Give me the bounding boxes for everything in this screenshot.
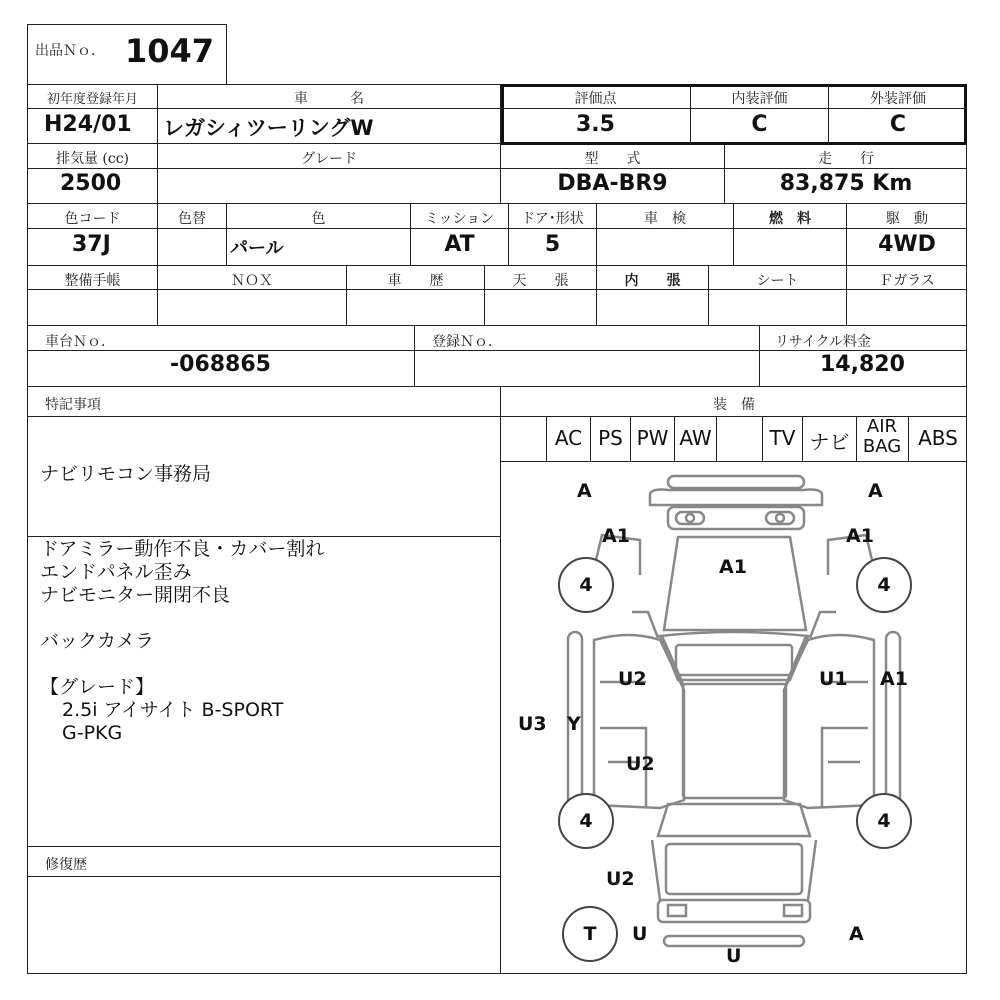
mission-value: AT	[444, 232, 475, 257]
mileage-label: 走 行	[818, 151, 874, 167]
model-value: DBA-BR9	[557, 171, 668, 196]
fuel-label: 燃 料	[769, 211, 811, 227]
interior-label: 内装評価	[731, 91, 788, 107]
interior-trim-label: 内 張	[624, 273, 681, 289]
spare-tire: T	[562, 906, 618, 962]
exterior-label: 外装評価	[870, 91, 926, 107]
mark-front-right: A	[868, 480, 883, 502]
lot-number: 1047	[125, 32, 215, 70]
inspection-label: 車 検	[644, 211, 686, 227]
mark-trunk: U2	[606, 868, 635, 890]
defect-1: ドアミラー動作不良・カバー割れ	[40, 538, 325, 560]
recycle-value: 14,820	[820, 352, 905, 377]
service-book-label: 整備手帳	[64, 273, 121, 289]
nox-label: ＮＯＸ	[231, 273, 273, 289]
year-value: H24/01	[44, 112, 132, 137]
mark-roof: U2	[618, 668, 647, 690]
drive-label: 駆 動	[886, 211, 928, 227]
defect-2: エンドパネル歪み	[40, 561, 192, 583]
mark-rear-right: A	[849, 923, 864, 945]
equip-abs: ABS	[918, 426, 958, 450]
color-value: パール	[230, 238, 284, 259]
repaint-label: 色替	[178, 211, 206, 227]
notes-extra: バックカメラ	[40, 630, 155, 652]
registration-label: 登録Ｎｏ．	[432, 334, 502, 350]
door-value: 5	[544, 232, 561, 257]
history-label: 車 歴	[387, 273, 444, 289]
notes-line1: ナビリモコン事務局	[40, 463, 212, 485]
interior-value: C	[751, 112, 768, 137]
chassis-label: 車台Ｎｏ．	[45, 334, 115, 350]
model-label: 型 式	[584, 151, 641, 167]
grade-label: グレード	[301, 151, 357, 167]
grade-line-1: 2.5i アイサイト B-SPORT	[62, 699, 284, 721]
glass-label: Ｆガラス	[879, 273, 935, 289]
mark-rear-center: U	[726, 945, 742, 967]
equip-airbag: AIR BAG	[862, 416, 902, 457]
year-label: 初年度登録年月	[46, 92, 138, 107]
equip-tv: TV	[769, 426, 796, 450]
tire-front-left: 4	[558, 557, 614, 613]
chassis-value: -068865	[170, 352, 271, 377]
door-label: ドア･形状	[521, 211, 584, 227]
mark-side-left-b: Y	[567, 713, 581, 735]
mission-label: ミッション	[424, 211, 495, 227]
mileage-value: 83,875 Km	[779, 171, 913, 196]
mark-side-left-a: U3	[518, 713, 547, 735]
equip-ac: AC	[554, 426, 583, 450]
mark-pillar-right: A1	[880, 668, 908, 690]
name-value: レガシィツーリングW	[163, 116, 374, 140]
grade-line-2: G-PKG	[62, 722, 123, 744]
tire-rear-left: 4	[558, 793, 614, 849]
mark-rear-left: U	[632, 923, 648, 945]
repair-label: 修復歴	[45, 857, 87, 873]
mark-hood: A1	[719, 556, 747, 578]
lot-label: 出品Ｎｏ．	[35, 43, 105, 59]
color-code-label: 色コード	[64, 211, 121, 227]
seat-label: シート	[756, 273, 799, 289]
color-label: 色	[311, 211, 326, 227]
mark-fender-right: A1	[846, 525, 874, 547]
equipment-label: 装 備	[713, 397, 755, 413]
exterior-value: C	[889, 112, 907, 137]
score-label: 評価点	[574, 91, 617, 107]
equip-navi: ナビ	[809, 430, 850, 454]
grade-title: 【グレード】	[40, 676, 155, 698]
equip-ps: PS	[598, 426, 623, 450]
roof-label: 天 張	[512, 273, 569, 289]
tire-front-right: 4	[856, 557, 912, 613]
tire-rear-right: 4	[856, 793, 912, 849]
defect-3: ナビモニター開閉不良	[40, 584, 231, 606]
color-code-value: 37J	[72, 232, 111, 257]
equip-pw: PW	[636, 426, 669, 450]
mark-fender-left: A1	[602, 525, 630, 547]
notes-label: 特記事項	[45, 397, 101, 413]
equip-aw: AW	[679, 426, 712, 450]
mark-door-rear-left: U2	[626, 753, 655, 775]
displacement-label: 排気量 (cc)	[55, 151, 130, 167]
recycle-label: リサイクル料金	[775, 334, 872, 350]
displacement-value: 2500	[60, 171, 122, 196]
drive-value: 4WD	[878, 232, 936, 257]
mark-front-left: A	[577, 480, 592, 502]
name-label: 車 名	[294, 91, 364, 107]
score-value: 3.5	[576, 112, 615, 137]
mark-door-front-right: U1	[819, 668, 848, 690]
